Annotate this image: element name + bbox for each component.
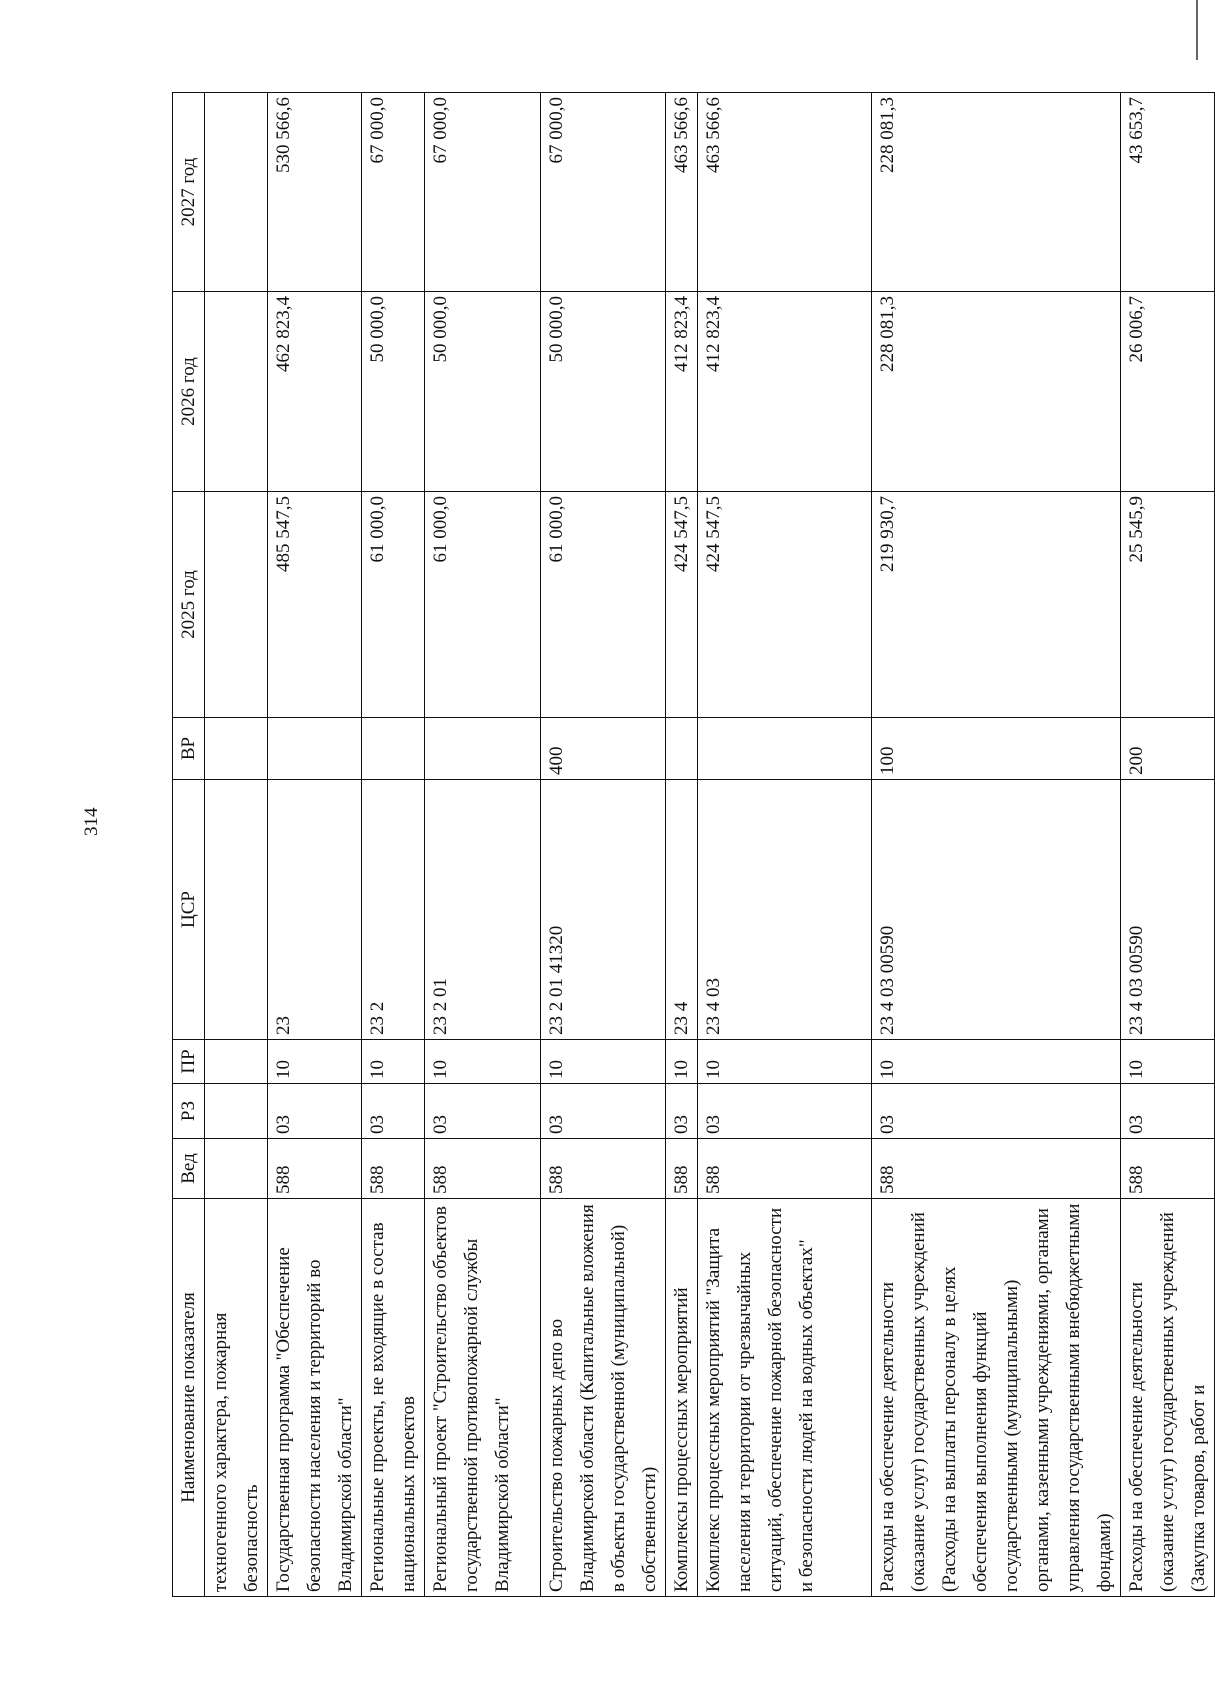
cell-2026: 26 006,7 [1121, 292, 1215, 492]
cell-rz: 03 [541, 1084, 666, 1139]
cell-csr: 23 4 03 [698, 780, 872, 1040]
budget-table [172, 92, 1215, 1597]
cell-2025: 61 000,0 [425, 492, 541, 718]
cell-2027: 463 566,6 [698, 93, 872, 292]
cell-vr [362, 718, 425, 780]
cell-vr: 200 [1121, 718, 1215, 780]
cell-2026: 50 000,0 [425, 292, 541, 492]
cell-pr: 10 [362, 1040, 425, 1084]
cell-csr: 23 4 03 00590 [1121, 780, 1215, 1040]
table-row [1121, 93, 1215, 1597]
cell-name: Региональные проекты, не входящие в состав национальных проектов [362, 1199, 425, 1597]
table-row [541, 93, 666, 1597]
cell-rz: 03 [425, 1084, 541, 1139]
cell-pr: 10 [268, 1040, 362, 1084]
cell-csr: 23 4 [666, 780, 698, 1040]
header-pr: ПР [173, 1040, 205, 1084]
cell-csr: 23 2 01 [425, 780, 541, 1040]
cell-2026: 412 823,4 [698, 292, 872, 492]
cell-2025: 424 547,5 [666, 492, 698, 718]
cell-pr: 10 [666, 1040, 698, 1084]
cell-name: техногенного характера, пожарная безопасность [205, 1199, 268, 1597]
cell-2027: 228 081,3 [872, 93, 1121, 292]
cell-2027: 463 566,6 [666, 93, 698, 292]
cell-rz: 03 [666, 1084, 698, 1139]
table-row [872, 93, 1121, 1597]
cell-csr [205, 780, 268, 1040]
cell-ved: 588 [698, 1139, 872, 1199]
budget-table-container [172, 93, 1209, 1597]
cell-2026 [205, 292, 268, 492]
cell-csr: 23 4 03 00590 [872, 780, 1121, 1040]
header-2027: 2027 год [173, 93, 205, 292]
table-row [268, 93, 362, 1597]
cell-csr: 23 2 [362, 780, 425, 1040]
cell-ved: 588 [425, 1139, 541, 1199]
table-row [425, 93, 541, 1597]
cell-ved: 588 [268, 1139, 362, 1199]
cell-name: Расходы на обеспечение деятельности (оказание услуг) государственных учреждений (Закупка товаров, работ и [1121, 1199, 1215, 1597]
cell-vr: 100 [872, 718, 1121, 780]
table-header-row [173, 93, 205, 1597]
header-2026: 2026 год [173, 292, 205, 492]
cell-csr: 23 2 01 41320 [541, 780, 666, 1040]
cell-name: Расходы на обеспечение деятельности (оказание услуг) государственных учреждений (Расходы на выплаты персоналу в целях обеспечения выполнения функций государственными (муниципальными) органами, казенными учреждениями, органами управления государственными внебюджетными фондами) [872, 1199, 1121, 1597]
cell-name: Строительство пожарных депо во Владимирской области (Капитальные вложения в объекты государственной (муниципальной) собственности) [541, 1199, 666, 1597]
cell-ved: 588 [1121, 1139, 1215, 1199]
cell-ved: 588 [541, 1139, 666, 1199]
cell-name: Региональный проект "Строительство объектов государственной противопожарной службы Владимирской области" [425, 1199, 541, 1597]
cell-2026: 50 000,0 [541, 292, 666, 492]
cell-name: Комплексы процессных мероприятий [666, 1199, 698, 1597]
header-vr: ВР [173, 718, 205, 780]
cell-rz: 03 [872, 1084, 1121, 1139]
scan-mark [1196, 0, 1198, 60]
cell-2027: 67 000,0 [425, 93, 541, 292]
cell-rz: 03 [268, 1084, 362, 1139]
cell-vr: 400 [541, 718, 666, 780]
table-row [362, 93, 425, 1597]
cell-pr: 10 [872, 1040, 1121, 1084]
cell-2025: 424 547,5 [698, 492, 872, 718]
cell-vr [425, 718, 541, 780]
cell-rz: 03 [698, 1084, 872, 1139]
cell-ved: 588 [362, 1139, 425, 1199]
header-rz: РЗ [173, 1084, 205, 1139]
cell-vr [268, 718, 362, 780]
cell-name: Государственная программа "Обеспечение безопасности населения и территорий во Владимирской области" [268, 1199, 362, 1597]
cell-2025: 219 930,7 [872, 492, 1121, 718]
cell-rz: 03 [1121, 1084, 1215, 1139]
table-body [205, 93, 1215, 1597]
cell-vr [666, 718, 698, 780]
cell-csr: 23 [268, 780, 362, 1040]
cell-rz: 03 [362, 1084, 425, 1139]
cell-2026: 228 081,3 [872, 292, 1121, 492]
cell-pr: 10 [1121, 1040, 1215, 1084]
cell-2027: 67 000,0 [362, 93, 425, 292]
cell-pr: 10 [698, 1040, 872, 1084]
cell-2026: 412 823,4 [666, 292, 698, 492]
cell-2027: 67 000,0 [541, 93, 666, 292]
cell-2025: 25 545,9 [1121, 492, 1215, 718]
cell-vr [205, 718, 268, 780]
page-number: 314 [81, 807, 102, 836]
cell-2025: 485 547,5 [268, 492, 362, 718]
table-row [205, 93, 268, 1597]
cell-pr: 10 [425, 1040, 541, 1084]
cell-2026: 462 823,4 [268, 292, 362, 492]
header-ved: Вед [173, 1139, 205, 1199]
cell-vr [698, 718, 872, 780]
cell-rz [205, 1084, 268, 1139]
cell-ved: 588 [666, 1139, 698, 1199]
cell-2025 [205, 492, 268, 718]
cell-ved: 588 [872, 1139, 1121, 1199]
table-row [666, 93, 698, 1597]
cell-pr [205, 1040, 268, 1084]
cell-2025: 61 000,0 [362, 492, 425, 718]
cell-2027: 530 566,6 [268, 93, 362, 292]
cell-pr: 10 [541, 1040, 666, 1084]
cell-ved [205, 1139, 268, 1199]
cell-name: Комплекс процессных мероприятий "Защита населения и территории от чрезвычайных ситуаций, обеспечение пожарной безопасности и безопасности людей на водных объектах" [698, 1199, 872, 1597]
cell-2026: 50 000,0 [362, 292, 425, 492]
cell-2027 [205, 93, 268, 292]
header-2025: 2025 год [173, 492, 205, 718]
header-csr: ЦСР [173, 780, 205, 1040]
table-row [698, 93, 872, 1597]
cell-2027: 43 653,7 [1121, 93, 1215, 292]
cell-2025: 61 000,0 [541, 492, 666, 718]
header-name: Наименование показателя [173, 1199, 205, 1597]
